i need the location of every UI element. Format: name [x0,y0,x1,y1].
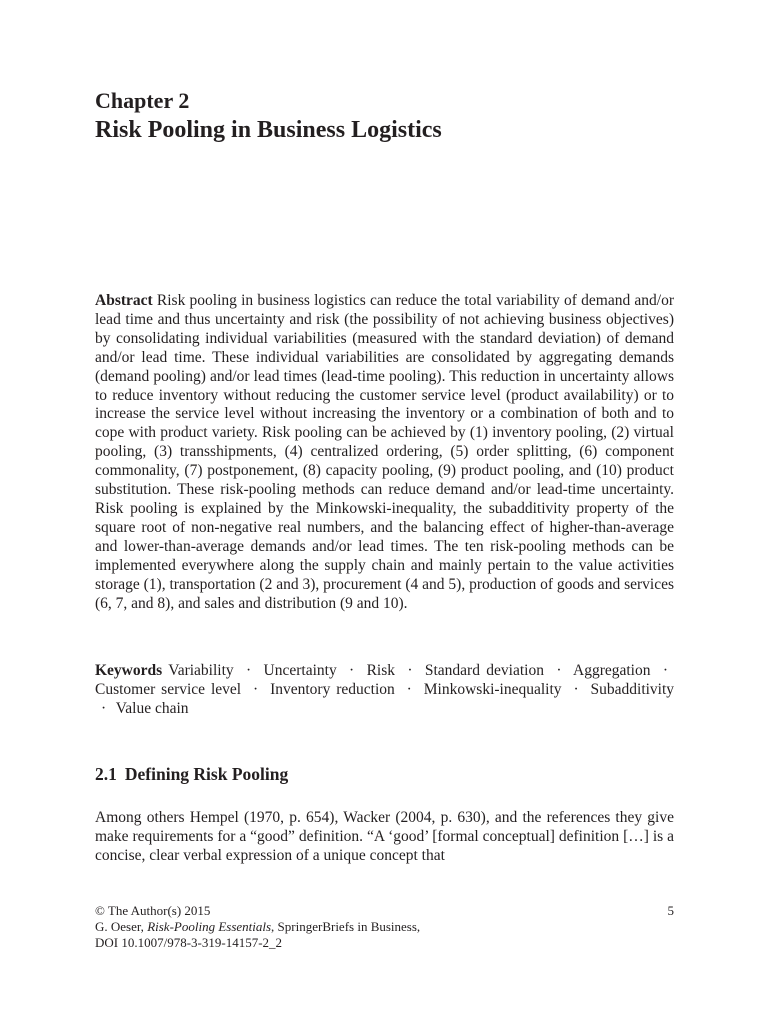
keyword-item: Aggregation [573,662,651,679]
chapter-label: Chapter 2 [95,88,190,113]
keyword-item: Uncertainty [263,662,337,679]
doi-line: DOI 10.1007/978-3-319-14157-2_2 [95,935,283,950]
keyword-item: Value chain [115,700,189,717]
keyword-separator: · [573,681,579,698]
keyword-item: Customer service level [95,681,242,698]
page-number: 5 [667,903,674,918]
section-title: Defining Risk Pooling [124,764,289,784]
chapter-title: Risk Pooling in Business Logistics [95,117,442,143]
keyword-item: Inventory reduction [270,681,395,698]
body-paragraph: Among others Hempel (1970, p. 654), Wacker (2004, p. 630), and the references they give make requirements for a “good” definition. “A ‘good’ [formal conceptual] definition […] is a concise, clear verbal expression of a unique concept that [95,809,674,864]
copyright-line: © The Author(s) 2015 [95,903,211,918]
abstract-label: Abstract [95,292,153,309]
keyword-separator: · [662,662,668,679]
keyword-list [95,662,674,717]
section-number: 2.1 [95,764,117,784]
keywords-label: Keywords [95,662,163,679]
keyword-separator: · [101,700,107,717]
keyword-item: Variability [168,662,234,679]
section-heading [95,763,288,785]
citation-author: G. Oeser, [95,919,148,934]
citation-book-title: Risk-Pooling Essentials [147,919,272,934]
abstract-text: Risk pooling in business logistics can reduce the total variability of demand and/or lead time and thus uncertainty and risk (the possibility of not achieving business objectives) by consolidating individual variabilities (measured with the standard deviation) of demand and/or lead time. These individual variabilities are consolidated by aggregating demands (demand pooling) and/or lead times (lead-time pooling). This reduction in uncertainty allows to reduce inventory without reducing the customer service level (product availability) or to increase the service level without increasing the inventory or a combination of both and to cope with product variety. Risk pooling can be achieved by (1) inventory pooling, (2) virtual pooling, (3) transshipments, (4) centralized ordering, (5) order splitting, (6) component commonality, (7) postponement, (8) capacity pooling, (9) product pooling, and (10) product substitution. These risk-pooling methods can reduce demand and/or lead-time uncertainty. Risk pooling is explained by the Minkowski-inequality, the subadditivity property of the square root of non-negative real numbers, and the balancing effect of higher-than-average and lower-than-average demands and/or lead times. The ten risk-pooling methods can be implemented everywhere along the supply chain and mainly pertain to the value activities storage (1), transportation (2 and 3), procurement (4 and 5), production of goods and services (6, 7, and 8), and sales and distribution (9 and 10). [95,292,675,612]
keyword-item: Subadditivity [590,681,675,698]
keyword-item: Standard deviation [424,662,544,679]
keywords-paragraph [95,661,674,718]
footer-block [95,903,674,951]
keyword-separator: · [407,662,413,679]
keyword-item: Minkowski-inequality [423,681,562,698]
document-page [95,0,674,1024]
keyword-separator: · [406,681,412,698]
citation-series: , SpringerBriefs in Business, [271,919,421,934]
citation-line [95,919,674,935]
abstract-paragraph [95,292,674,613]
keyword-separator: · [556,662,562,679]
keyword-item: Risk [366,662,395,679]
keyword-separator: · [252,681,259,698]
keyword-separator: · [349,662,355,679]
keyword-separator: · [246,662,252,679]
